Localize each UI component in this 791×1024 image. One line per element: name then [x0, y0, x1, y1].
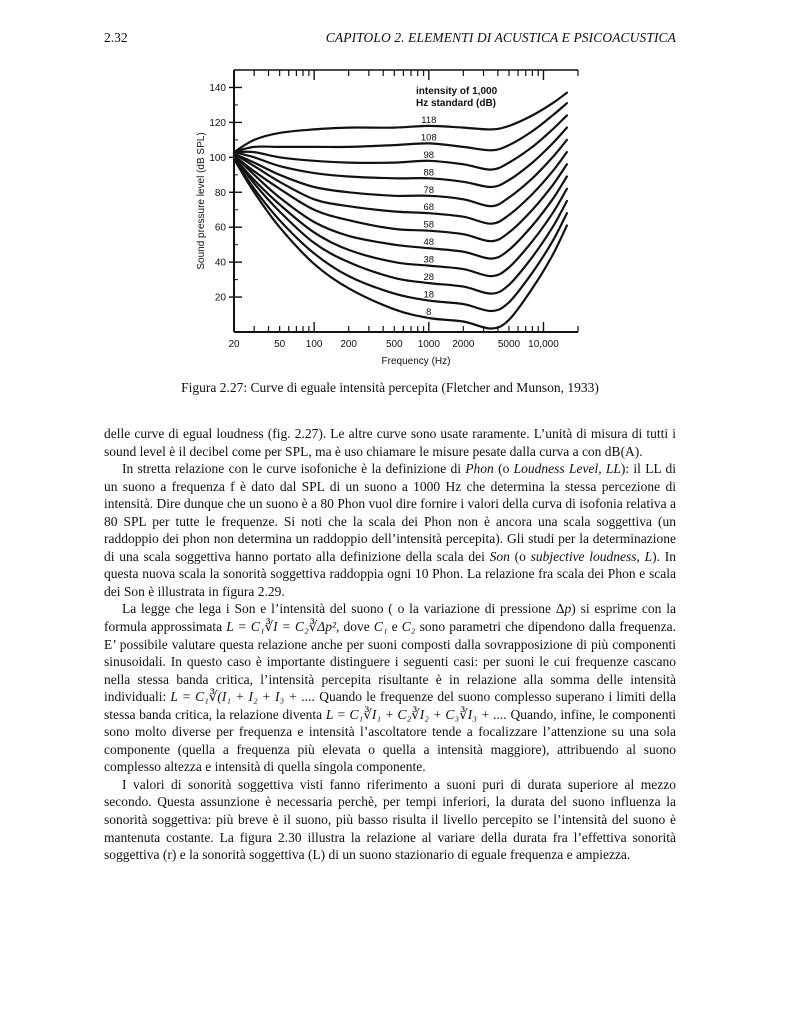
y-tick-label: 60: [214, 222, 226, 234]
loudness-chart: [190, 62, 590, 374]
running-title: CAPITOLO 2. ELEMENTI DI ACUSTICA E PSICOACUSTICA: [325, 30, 676, 45]
text-run: e: [387, 619, 402, 635]
text-run: Phon: [465, 461, 494, 477]
y-tick-label: 20: [214, 292, 226, 304]
x-tick-label: 100: [305, 339, 323, 350]
curve-label: 18: [423, 289, 435, 301]
curve-label: 98: [423, 149, 435, 161]
paragraph: [104, 460, 676, 600]
paragraph: [104, 776, 676, 864]
legend-title: intensity of 1,000: [416, 86, 498, 97]
text-run: (o: [509, 548, 531, 564]
text-run: ): il LL di un suono a frequenza f è dato dal SPL di un suono a 1000 Hz che determina la stessa percezione di intensità. Dire dunque che un suono è a 80 Phon vuol dire fornire i valori della curva di isofonia relativa a 80 SPL per tutte le frequenze. Si noti che la scala dei Phon non è ancora una scala soggettiva (un raddoppio dei phon non determina un raddoppio dell’intensità percepita). Gli studi per la determinazione di una scala soggettiva hanno portato alla definizione della scala dei: [104, 461, 676, 564]
math-formula: L = C₁∛(I₁ + I₂ + I₃ + ....: [170, 689, 316, 705]
page-header: [104, 30, 676, 48]
x-tick-label: 20: [228, 339, 240, 350]
math-formula: L = C₁∛I = C₂∛Δp²: [226, 619, 336, 635]
text-run: Loudness Level, LL: [513, 461, 621, 477]
text-run: , dove: [336, 619, 374, 635]
y-tick-label: 100: [209, 152, 226, 164]
text-run: La legge che lega i Son e l’intensità del suono ( o la variazione di pressione Δ: [122, 601, 565, 617]
loudness-curve-58: [234, 156, 567, 242]
x-tick-label: 200: [340, 339, 358, 350]
y-tick-label: 140: [209, 82, 226, 94]
x-axis-label: Frequency (Hz): [381, 356, 451, 367]
x-tick-label: 10,000: [528, 339, 559, 350]
x-tick-label: 500: [385, 339, 403, 350]
curve-label: 68: [423, 202, 435, 214]
text-run: C₁: [373, 619, 388, 635]
body-text: [104, 425, 676, 864]
x-tick-label: 1000: [417, 339, 440, 350]
text-run: Quando, infine, le componenti sono molto diverse per frequenza e intensità l’ascoltatore tende a focalizzare l’attenzione su una sola componente (quella a frequenza più elevata o quella a intensità maggiore), attribuendo al suono complesso altezza e intensità di quella singola componente.: [104, 706, 677, 775]
text-run: p: [564, 601, 572, 617]
text-run: (o: [493, 461, 514, 477]
loudness-curves-figure: [190, 62, 590, 374]
curve-label: 78: [423, 184, 435, 196]
page-number: 2.32: [104, 30, 128, 45]
text-run: subjective loudness, L: [530, 548, 653, 564]
curve-label: 118: [421, 114, 437, 126]
text-run: delle curve di egual loudness (fig. 2.27). Le altre curve sono usate raramente. L’unità di misura di tutti i sound level è il decibel come per SPL, ma è uso chiamare le misure pesate dalla curva a con dB(A).: [104, 426, 676, 459]
text-run: I valori di sonorità soggettiva visti fanno riferimento a suoni puri di durata superiore al mezzo secondo. Questa assunzione è necessaria perchè, per tempi inferiori, la durata del suono influenza la sonorità soggettiva: più breve è il suono, più basso risulta il livello percepito se l’intensità del suono è mantenuta costante. La figura 2.30 illustra la relazione al variare della durata fra l’effettiva sonorità soggettiva (r) e la sonorità soggettiva (L) di un suono stazionario di eguale frequenza e ampiezza.: [104, 776, 676, 863]
text-run: C₂: [401, 619, 416, 635]
y-tick-label: 120: [209, 117, 226, 129]
x-tick-label: 50: [274, 339, 286, 350]
loudness-curve-78: [234, 140, 567, 206]
text-run: Son: [489, 548, 510, 564]
text-run: sono parametri che dipendono dalla frequenza. E’ possibile valutare questa relazione anche per suoni composti dalla sovrapposizione di più componenti sinusoidali. In questo caso è importante distinguere i seguenti casi: per suoni le cui frequenze cascano nella stessa banda critica, l’intensità percepita risultante è in relazione alla somma delle intensità individuali:: [104, 619, 676, 705]
text-run: ) si esprime con la formula approssimata: [104, 601, 676, 635]
text-run: ). In questa nuova scala la sonorità soggettiva raddoppia ogni 10 Phon. La relazione fra scala dei Phon e scala dei Son è illustrata in figura 2.29.: [104, 548, 676, 599]
legend-title: Hz standard (dB): [416, 98, 496, 109]
y-tick-label: 80: [214, 187, 226, 199]
loudness-curve-118: [234, 93, 567, 152]
text-run: In stretta relazione con le curve isofoniche è la definizione di: [122, 461, 466, 477]
curve-label: 48: [423, 237, 435, 249]
loudness-curve-18: [234, 159, 567, 311]
paragraph: [104, 425, 676, 460]
x-tick-label: 2000: [452, 339, 475, 350]
text-run: Quando le frequenze del suono complesso superano i limiti della stessa banda critica, la relazione diventa: [104, 689, 677, 722]
curve-label: 58: [423, 219, 435, 231]
y-tick-label: 40: [214, 257, 226, 269]
curve-label: 88: [423, 167, 435, 179]
y-axis-label: Sound pressure level (dB SPL): [196, 132, 207, 270]
x-tick-label: 5000: [497, 339, 521, 350]
figure-caption: Figura 2.27: Curve di eguale intensità percepita (Fletcher and Munson, 1933): [181, 380, 599, 395]
paragraph: [104, 600, 676, 775]
curve-label: 108: [420, 132, 437, 144]
curve-label: 8: [426, 307, 432, 319]
curve-label: 28: [423, 272, 435, 284]
curve-label: 38: [423, 254, 435, 266]
math-formula: L = C₁∛I₁ + C₂∛I₂ + C₃∛I₃ + ....: [325, 706, 507, 722]
